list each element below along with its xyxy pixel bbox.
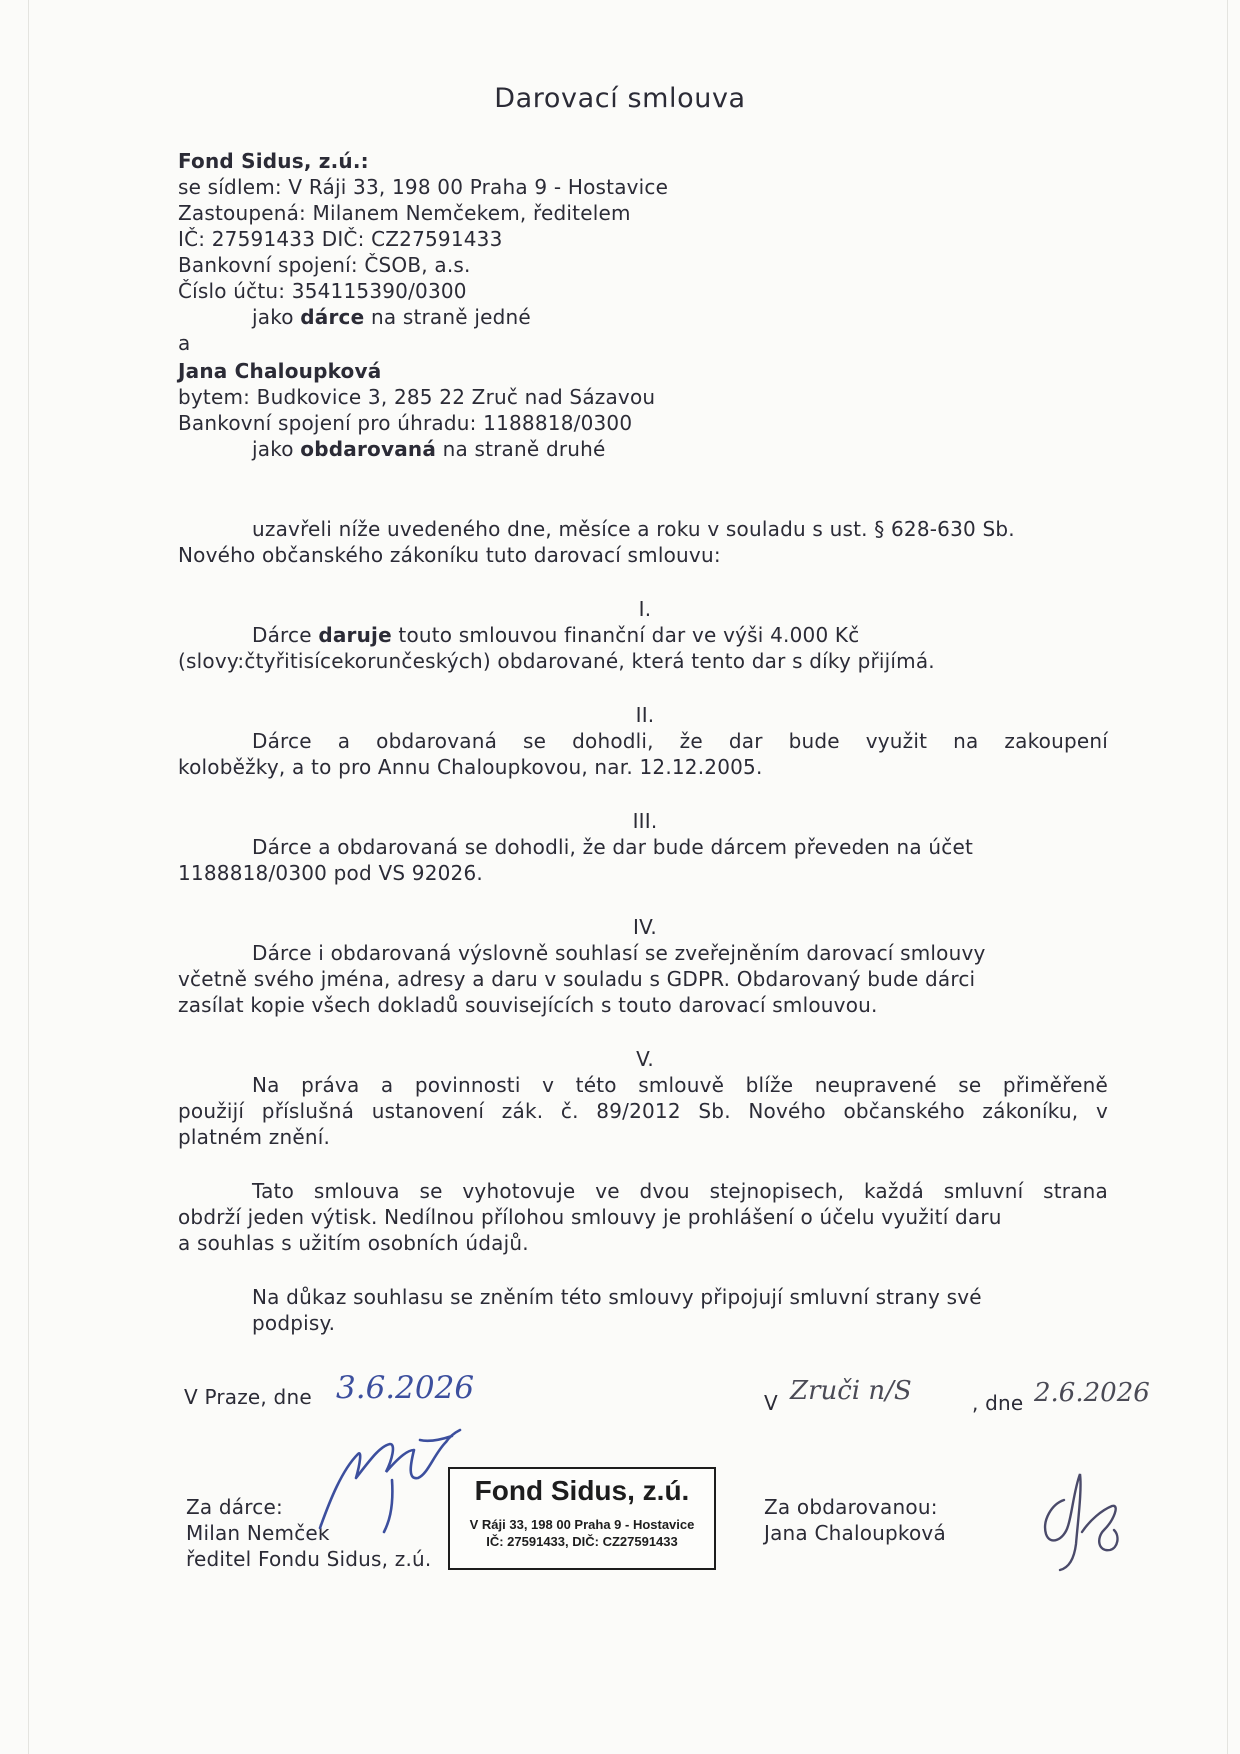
article-ii-line-2: koloběžky, a to pro Annu Chaloupkovou, nar. 12.12.2005. (178, 755, 763, 779)
copies-line-1: Tato smlouva se vyhotovuje ve dvou stejnopisech, každá smluvní strana (252, 1179, 1108, 1203)
scan-edge-right (1227, 0, 1228, 1754)
article-iv-line-2: včetně svého jména, adresy a daru v souladu s GDPR. Obdarovaný bude dárci (178, 967, 976, 991)
stamp-address: V Ráji 33, 198 00 Praha 9 - Hostavice (469, 1517, 695, 1532)
donor-account: Číslo účtu: 354115390/0300 (178, 279, 467, 303)
donee-bank: Bankovní spojení pro úhradu: 1188818/0300 (178, 411, 633, 435)
donor-represented: Zastoupená: Milanem Nemčekem, ředitelem (178, 201, 631, 225)
article-iii-line-2: 1188818/0300 pod VS 92026. (178, 861, 483, 885)
place-right-v: V (764, 1391, 778, 1415)
article-v-line-3: platném znění. (178, 1125, 331, 1149)
copies-line-2: obdrží jeden výtisk. Nedílnou přílohou smlouvy je prohlášení o účelu využití daru (178, 1205, 1002, 1229)
organization-stamp (448, 1467, 716, 1570)
article-v-heading: V. (636, 1047, 654, 1071)
article-i-l1-suffix: touto smlouvou finanční dar ve výši 4.000 Kč (391, 623, 860, 647)
article-i-l1-prefix: Dárce (252, 623, 319, 647)
donor-role (252, 304, 531, 330)
intro-line-2: Nového občanského zákoníku tuto darovací smlouvu: (178, 543, 721, 567)
sign-right-label: Za obdarovanou: (764, 1495, 938, 1519)
article-i-line-1 (252, 622, 859, 648)
donor-bank: Bankovní spojení: ČSOB, a.s. (178, 253, 471, 277)
date-right-handwritten: 2.6.2026 (1034, 1378, 1150, 1408)
date-left-handwritten: 3.6.2026 (336, 1370, 475, 1406)
donee-name: Jana Chaloupková (178, 359, 382, 383)
article-iii-line-1: Dárce a obdarovaná se dohodli, že dar bude dárcem převeden na účet (252, 835, 974, 859)
article-ii-heading: II. (635, 703, 655, 727)
article-iv-heading: IV. (633, 915, 657, 939)
copies-line-3: a souhlas s užitím osobních údajů. (178, 1231, 529, 1255)
donor-role-prefix: jako (252, 305, 301, 329)
article-iii-heading: III. (632, 809, 658, 833)
article-i-heading: I. (638, 597, 652, 621)
sign-right-name: Jana Chaloupková (764, 1521, 946, 1545)
donor-role-suffix: na straně jedné (364, 305, 531, 329)
donee-role (252, 436, 606, 462)
sign-left-title: ředitel Fondu Sidus, z.ú. (186, 1547, 432, 1571)
document-title: Darovací smlouva (494, 83, 746, 114)
article-iv-line-3: zasílat kopie všech dokladů souvisejících s touto darovací smlouvou. (178, 993, 878, 1017)
place-right-dne: , dne (972, 1391, 1024, 1415)
donor-signature (300, 1420, 470, 1540)
proof-line-2: podpisy. (252, 1311, 336, 1335)
place-left-label: V Praze, dne (184, 1385, 312, 1409)
article-iv-line-1: Dárce i obdarovaná výslovně souhlasí se zveřejněním darovací smlouvy (252, 941, 986, 965)
sign-left-name: Milan Nemček (186, 1521, 330, 1545)
stamp-name: Fond Sidus, z.ú. (474, 1475, 690, 1506)
donor-ids: IČ: 27591433 DIČ: CZ27591433 (178, 227, 503, 251)
donor-name: Fond Sidus, z.ú.: (178, 149, 369, 173)
donee-signature (1024, 1460, 1134, 1580)
intro-line-1: uzavřeli níže uvedeného dne, měsíce a roku v souladu s ust. § 628-630 Sb. (252, 517, 1015, 541)
donor-role-bold: dárce (300, 305, 365, 329)
conjunction: a (178, 331, 191, 355)
scan-edge-left (28, 0, 29, 1754)
donee-role-prefix: jako (252, 437, 301, 461)
donor-seat: se sídlem: V Ráji 33, 198 00 Praha 9 - Hostavice (178, 175, 669, 199)
article-v-line-1: Na práva a povinnosti v této smlouvě blíže neupravené se přiměřeně (252, 1073, 1108, 1097)
stamp-ids: IČ: 27591433, DIČ: CZ27591433 (486, 1534, 678, 1549)
donee-address: bytem: Budkovice 3, 285 22 Zruč nad Sázavou (178, 385, 656, 409)
article-ii-line-1: Dárce a obdarovaná se dohodli, že dar bude využit na zakoupení (252, 729, 1108, 753)
donee-role-suffix: na straně druhé (436, 437, 606, 461)
sign-left-label: Za dárce: (186, 1495, 283, 1519)
article-v-line-2: použijí příslušná ustanovení zák. č. 89/2012 Sb. Nového občanského zákoníku, v (178, 1099, 1108, 1123)
donee-role-bold: obdarovaná (300, 437, 437, 461)
article-i-l1-bold: daruje (318, 623, 392, 647)
place-right-handwritten: Zruči n/S (790, 1376, 912, 1406)
article-i-line-2: (slovy:čtyřitisícekorunčeských) obdarované, která tento dar s díky přijímá. (178, 649, 935, 673)
proof-line-1: Na důkaz souhlasu se zněním této smlouvy připojují smluvní strany své (252, 1285, 982, 1309)
